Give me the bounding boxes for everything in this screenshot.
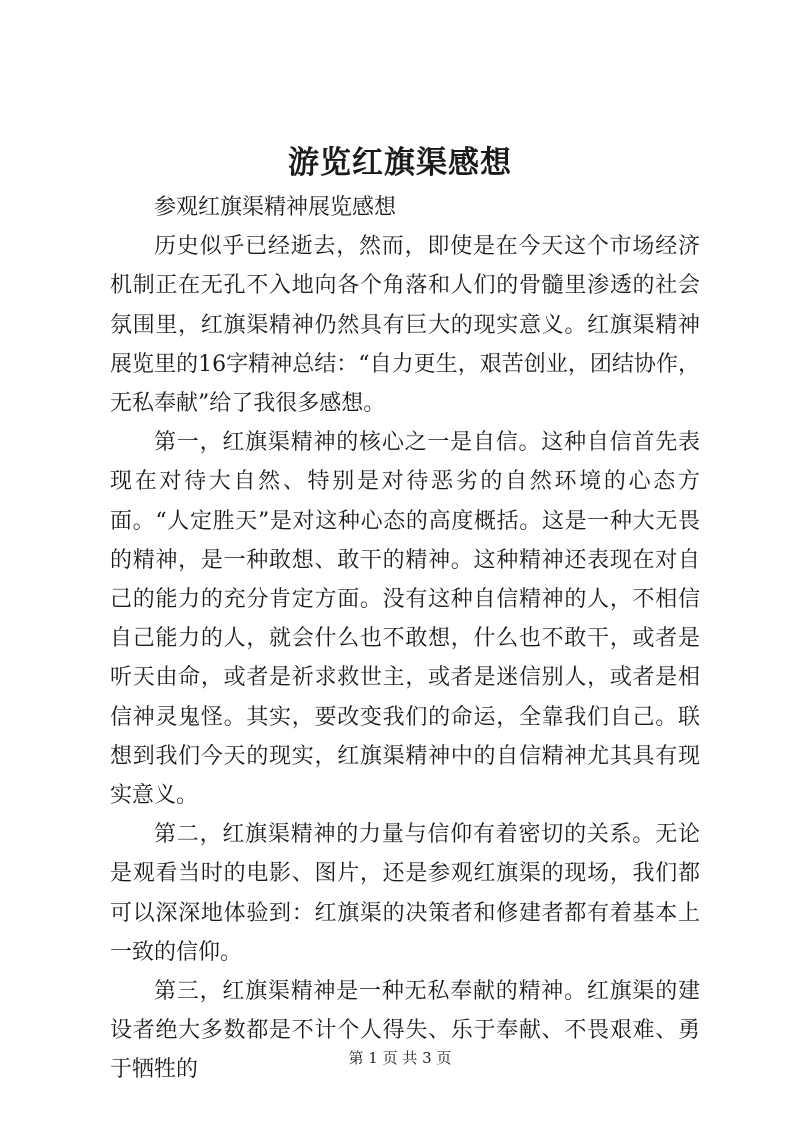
paragraph-first-point: 第一，红旗渠精神的核心之一是自信。这种自信首先表现在对待大自然、特别是对待恶劣的自然环境的心态方面。“人定胜天”是对这种心态的高度概括。这是一种大无畏的精神，是一种敢想、敢干的精神。这种精神还表现在对自己的能力的充分肯定方面。没有这种自信精神的人，不相信自己能力的人，就会什么也不敢想，什么也不敢干，或者是听天由命，或者是祈求救世主，或者是迷信别人，或者是相信神灵鬼怪。其实，要改变我们的命运，全靠我们自己。联想到我们今天的现实，红旗渠精神中的自信精神尤其具有现实意义。 [110, 430, 700, 809]
document-body [110, 188, 700, 1090]
document-title: 游览红旗渠感想 [288, 145, 512, 181]
page-number-footer: 第 1 页 共 3 页 [348, 1049, 452, 1067]
paragraph-intro: 历史似乎已经逝去，然而，即使是在今天这个市场经济机制正在无孔不入地向各个角落和人们的骨髓里渗透的社会氛围里，红旗渠精神仍然具有巨大的现实意义。红旗渠精神展览里的16字精神总结：“自力更生，艰苦创业，团结协作，无私奉献”给了我很多感想。 [110, 234, 700, 417]
paragraph-third-point: 第三，红旗渠精神是一种无私奉献的精神。红旗渠的建设者绝大多数都是不计个人得失、乐于奉献、不畏艰难、勇于牺牲的 [110, 979, 700, 1083]
paragraph-subtitle: 参观红旗渠精神展览感想 [154, 195, 397, 220]
paragraph-second-point: 第二，红旗渠精神的力量与信仰有着密切的关系。无论是观看当时的电影、图片，还是参观红旗渠的现场，我们都可以深深地体验到：红旗渠的决策者和修建者都有着基本上一致的信仰。 [110, 822, 700, 965]
